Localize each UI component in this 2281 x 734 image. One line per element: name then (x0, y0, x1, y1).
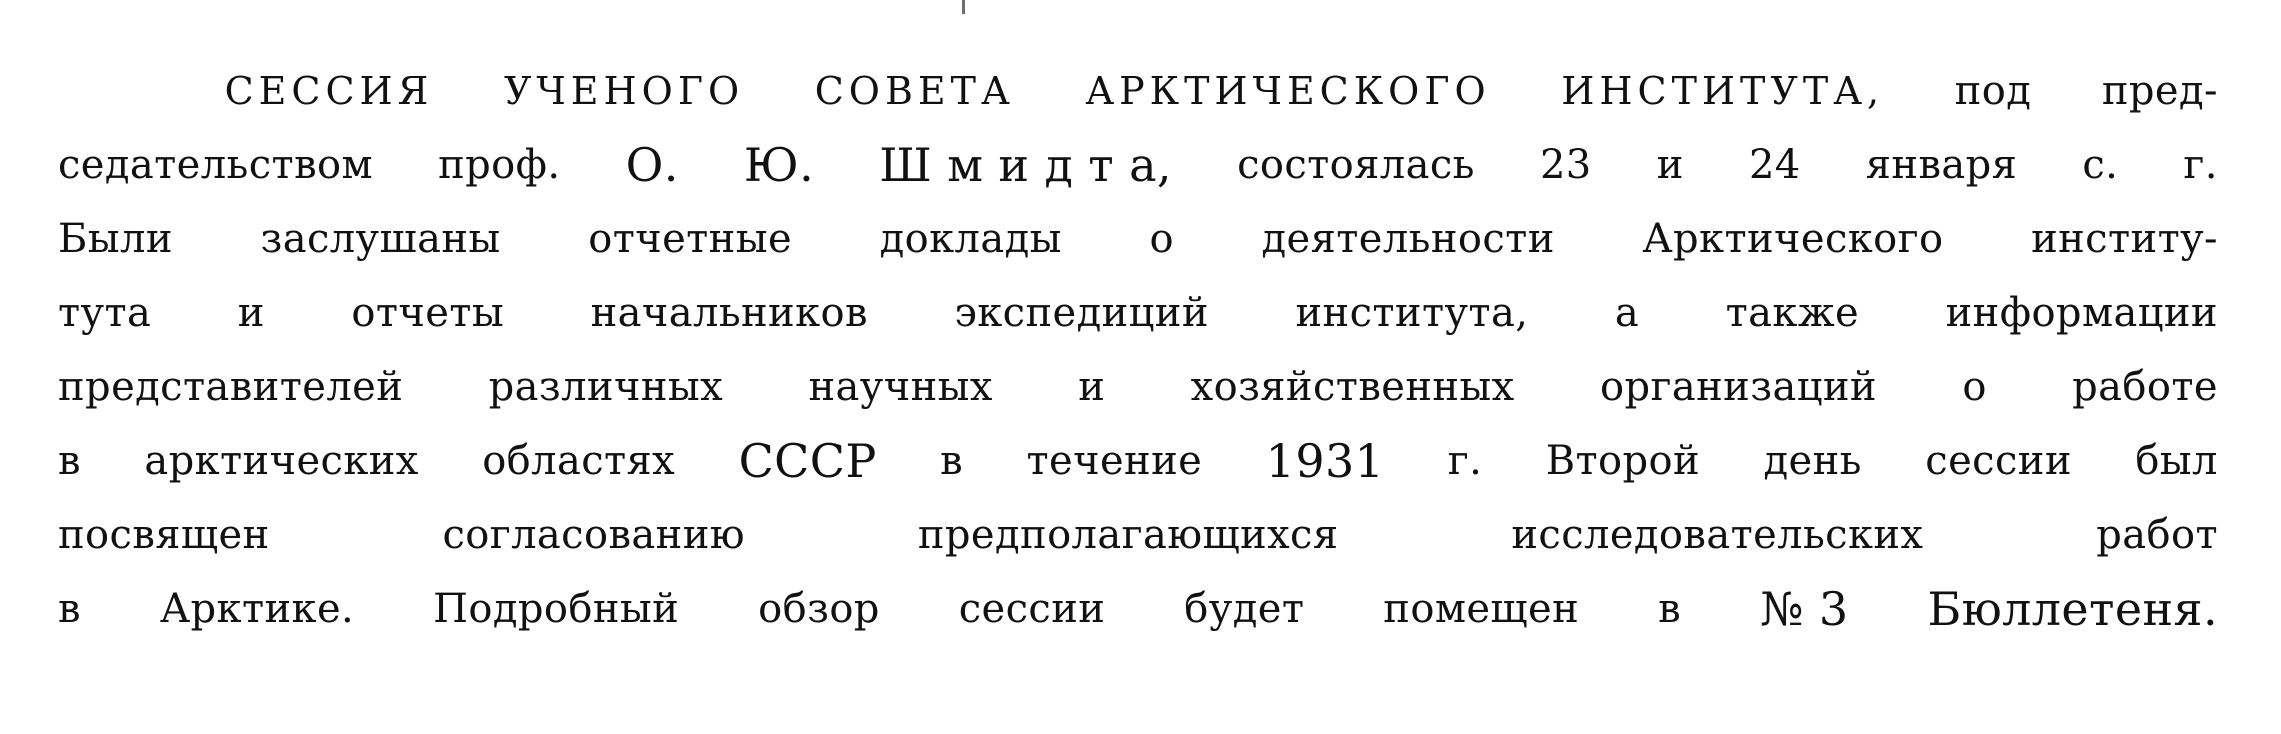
article-paragraph (58, 54, 2218, 646)
word: работ (2096, 512, 2218, 558)
word: отчетные (588, 216, 793, 262)
word: в (58, 438, 81, 484)
word: № 3 (1759, 582, 1849, 636)
word: о (1962, 364, 1987, 410)
word: экспедиций (954, 290, 1209, 336)
word: О. (625, 138, 679, 192)
word: СЕССИЯ (224, 69, 434, 113)
word: сессии (1925, 438, 2072, 484)
word: также (1725, 290, 1860, 336)
word: сессии (958, 586, 1106, 632)
text-line-4 (58, 276, 2218, 350)
word: 24 (1748, 142, 1801, 188)
word: начальников (590, 290, 868, 336)
word: хозяйственных (1190, 364, 1515, 410)
word: день (1763, 438, 1862, 484)
text-line-2 (58, 128, 2218, 202)
word: Ю. (743, 138, 815, 192)
word: Бюллетеня. (1927, 582, 2218, 636)
word: научных (808, 364, 993, 410)
word: деятельности (1261, 216, 1555, 262)
word: Арктического (1642, 216, 1944, 262)
word: исследовательских (1511, 512, 1924, 558)
word: согласованию (442, 512, 745, 558)
word: обзор (758, 586, 880, 632)
text-line-8 (58, 572, 2218, 646)
text-line-5 (58, 350, 2218, 424)
word: Были (58, 216, 173, 262)
word: 23 (1539, 142, 1592, 188)
word: был (2135, 438, 2218, 484)
word: областях (482, 438, 676, 484)
word: в (1658, 586, 1681, 632)
text-line-6 (58, 424, 2218, 498)
word: и (1078, 364, 1106, 410)
word: УЧЕНОГО (503, 69, 745, 113)
word: и (1656, 142, 1684, 188)
word: состоялась (1237, 142, 1475, 188)
word: доклады (879, 216, 1062, 262)
word: организаций (1600, 364, 1877, 410)
text-line-1 (58, 54, 2218, 128)
word: Второй (1545, 438, 1701, 484)
word: работе (2072, 364, 2218, 410)
word: СОВЕТА (814, 69, 1015, 113)
word: представителей (58, 364, 404, 410)
first-line-indent (58, 54, 154, 128)
word: и (237, 290, 265, 336)
word: предполагающихся (917, 512, 1339, 558)
word: отчеты (351, 290, 505, 336)
word: Подробный (433, 586, 680, 632)
word: течение (1026, 438, 1203, 484)
text-line-7 (58, 498, 2218, 572)
word: 1931 (1265, 434, 1385, 488)
word: пред- (2101, 68, 2218, 114)
word: посвящен (58, 512, 270, 558)
word: Ш м и д т а, (879, 138, 1172, 192)
word: с. (2082, 142, 2119, 188)
text-line-3 (58, 202, 2218, 276)
word: января (1865, 142, 2018, 188)
word: АРКТИЧЕСКОГО (1085, 69, 1491, 113)
word: помещен (1383, 586, 1580, 632)
word: различных (488, 364, 724, 410)
word: о (1149, 216, 1174, 262)
top-registration-mark (962, 0, 965, 14)
word: будет (1184, 586, 1305, 632)
word: проф. (438, 142, 561, 188)
word: Арктике. (159, 586, 355, 632)
word: а (1614, 290, 1640, 336)
word: г. (2183, 142, 2218, 188)
word: информации (1945, 290, 2218, 336)
word: в (940, 438, 964, 484)
word: института, (1295, 290, 1529, 336)
word: институ- (2031, 216, 2218, 262)
word: в (58, 586, 81, 632)
word: под (1954, 68, 2032, 114)
word: тута (58, 290, 152, 336)
word: ИНСТИТУТА, (1561, 69, 1885, 113)
word: СССР (738, 434, 877, 488)
word: арктических (144, 438, 419, 484)
word: заслушаны (260, 216, 501, 262)
word: седательством (58, 142, 373, 188)
word: г. (1447, 438, 1483, 484)
